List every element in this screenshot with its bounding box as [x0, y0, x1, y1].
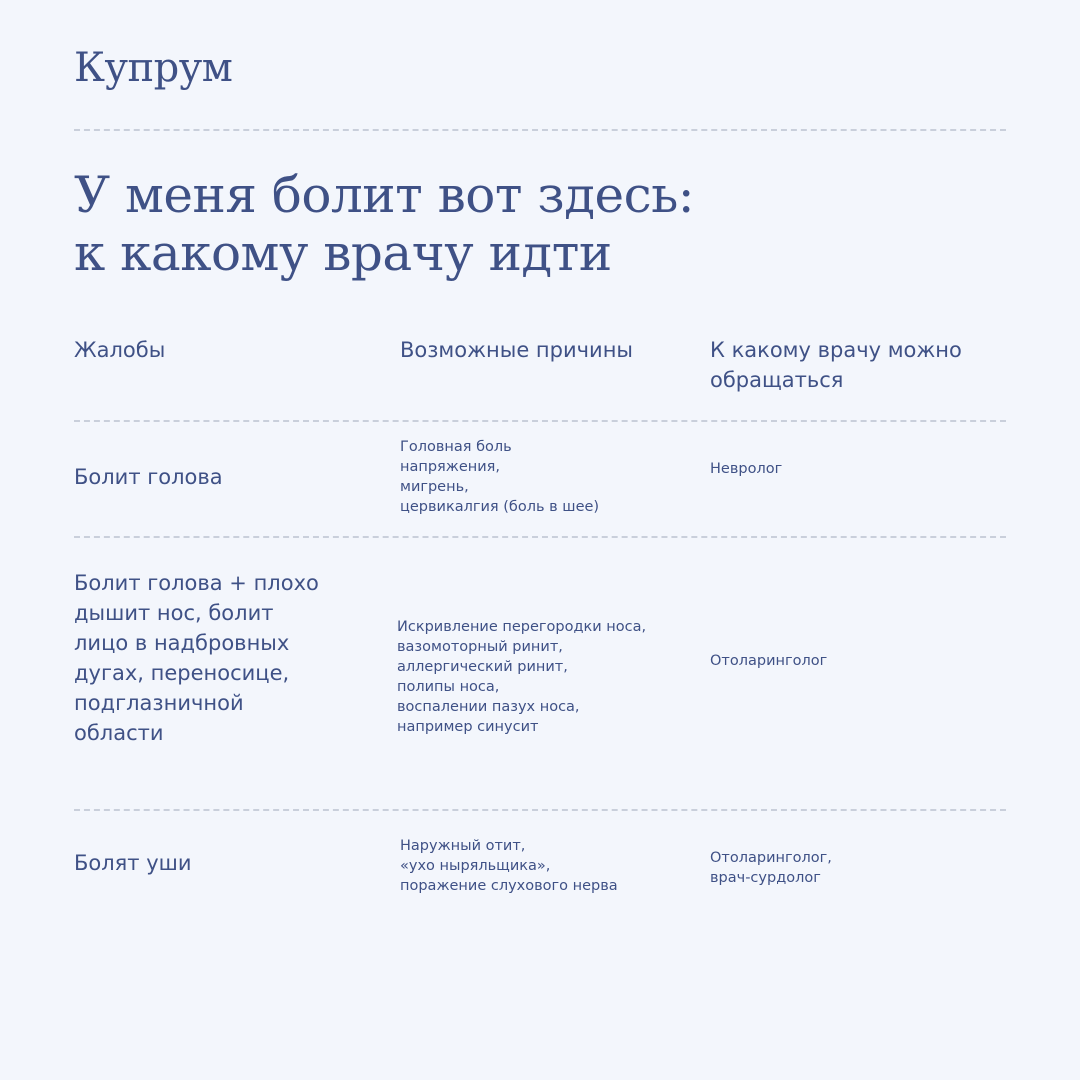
row-3-doctor-line: Отоларинголог,	[710, 850, 832, 866]
row-2-complaint-line: лицо в надбровных	[74, 631, 290, 655]
row-1-doctor-line: Невролог	[710, 461, 783, 477]
row-3-complaint-line: Болят уши	[74, 851, 192, 875]
row-1-cause-line: цервикалгия (боль в шее)	[400, 499, 600, 515]
row-2-cause-line: полипы носа,	[397, 679, 500, 695]
divider-row-1	[74, 536, 1006, 538]
row-2-complaint	[74, 568, 319, 748]
page-title	[74, 166, 974, 282]
row-1-complaint	[74, 462, 223, 492]
column-header-complaints-text: Жалобы	[74, 338, 166, 362]
column-header-complaints	[74, 335, 165, 365]
row-3-doctor-line: врач-сурдолог	[710, 870, 821, 886]
row-3-complaint	[74, 848, 192, 878]
page-title-line-1: У меня болит вот здесь:	[74, 166, 695, 224]
row-1-cause-line: напряжения,	[400, 459, 500, 475]
row-1-cause-line: мигрень,	[400, 479, 469, 495]
divider-row-2	[74, 809, 1006, 811]
column-header-doctor	[710, 335, 962, 395]
column-header-doctor-line-1: К какому врачу можно	[710, 338, 962, 362]
divider-top	[74, 129, 1006, 131]
row-2-complaint-line: подглазничной	[74, 691, 244, 715]
row-3-causes	[400, 836, 618, 896]
row-3-cause-line: Наружный отит,	[400, 838, 526, 854]
row-2-cause-line: вазомоторный ринит,	[397, 639, 563, 655]
column-header-doctor-line-2: обращаться	[710, 368, 844, 392]
row-2-causes	[397, 617, 646, 737]
page-title-line-2: к какому врачу идти	[74, 224, 612, 282]
row-2-doctor-line: Отоларинголог	[710, 653, 828, 669]
column-header-causes	[400, 335, 633, 365]
brand-logo: Купрум	[74, 45, 233, 91]
row-2-cause-line: например синусит	[397, 719, 539, 735]
row-2-complaint-line: дышит нос, болит	[74, 601, 274, 625]
row-2-cause-line: аллергический ринит,	[397, 659, 568, 675]
column-header-causes-text: Возможные причины	[400, 338, 634, 362]
row-2-complaint-line: области	[74, 721, 164, 745]
row-2-cause-line: воспалении пазух носа,	[397, 699, 580, 715]
row-3-doctor	[710, 848, 832, 888]
row-2-complaint-line: Болит голова + плохо	[74, 571, 319, 595]
row-1-doctor	[710, 459, 782, 479]
row-2-doctor	[710, 651, 827, 671]
row-1-complaint-line: Болит голова	[74, 465, 223, 489]
row-1-cause-line: Головная боль	[400, 439, 512, 455]
row-2-complaint-line: дугах, переносице,	[74, 661, 290, 685]
row-2-cause-line: Искривление перегородки носа,	[397, 619, 647, 635]
divider-header	[74, 420, 1006, 422]
row-1-causes	[400, 437, 599, 517]
row-3-cause-line: «ухо ныряльщика»,	[400, 858, 551, 874]
row-3-cause-line: поражение слухового нерва	[400, 878, 618, 894]
